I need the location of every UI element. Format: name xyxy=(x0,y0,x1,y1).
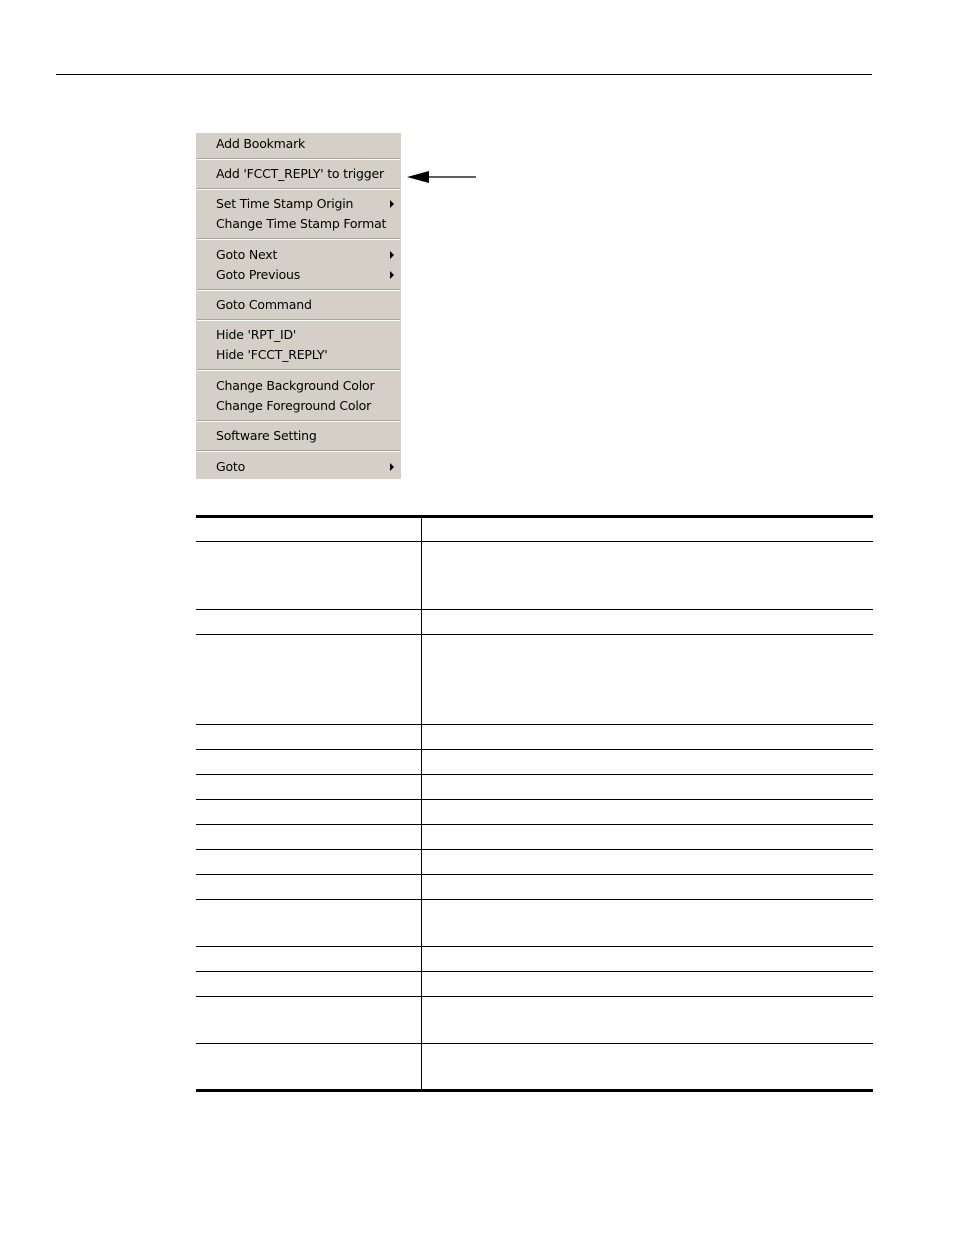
menu-item-label: Software Setting xyxy=(216,428,317,443)
menu-item-goto[interactable] xyxy=(196,457,401,477)
menu-item-label: Change Foreground Color xyxy=(216,398,372,413)
table-cell xyxy=(422,972,873,996)
menu-item-hide-fcct-reply[interactable] xyxy=(196,345,401,365)
table-cell xyxy=(196,850,421,874)
submenu-arrow-icon xyxy=(390,200,394,208)
menu-separator xyxy=(197,319,400,321)
table-cell xyxy=(196,875,421,899)
context-menu xyxy=(196,133,401,479)
table-cell xyxy=(196,610,421,634)
menu-separator xyxy=(197,238,400,240)
table-cell xyxy=(196,775,421,799)
menu-separator xyxy=(197,450,400,452)
menu-item-label: Hide 'FCCT_REPLY' xyxy=(216,347,328,362)
table-cell xyxy=(196,947,421,971)
table-row xyxy=(196,900,873,946)
menu-item-goto-next[interactable] xyxy=(196,245,401,265)
table-cell xyxy=(196,1044,421,1089)
reference-table xyxy=(196,515,873,1092)
table-cell xyxy=(196,900,421,946)
menu-item-label: Goto Previous xyxy=(216,267,301,282)
table-cell xyxy=(422,800,873,824)
page-header-rule xyxy=(56,74,872,75)
table-cell xyxy=(422,850,873,874)
menu-item-change-background-color[interactable] xyxy=(196,376,401,396)
menu-separator xyxy=(197,188,400,190)
menu-item-label: Goto Next xyxy=(216,247,278,262)
table-row xyxy=(196,850,873,874)
table-cell xyxy=(422,610,873,634)
table-row xyxy=(196,750,873,774)
menu-item-add-bookmark[interactable] xyxy=(196,134,401,154)
table-row xyxy=(196,972,873,996)
menu-item-hide-rpt-id[interactable] xyxy=(196,325,401,345)
table-row xyxy=(196,1044,873,1089)
table-row xyxy=(196,997,873,1043)
menu-item-label: Goto Command xyxy=(216,297,312,312)
menu-item-software-setting[interactable] xyxy=(196,426,401,446)
table-header-cell xyxy=(196,518,421,541)
left-arrow-icon xyxy=(405,167,477,187)
table-cell xyxy=(422,825,873,849)
table-cell xyxy=(422,775,873,799)
table-cell xyxy=(422,947,873,971)
table-header-row xyxy=(196,518,873,541)
table-cell xyxy=(422,1044,873,1089)
table-row xyxy=(196,825,873,849)
menu-item-add-to-trigger[interactable] xyxy=(196,164,401,184)
table-cell xyxy=(422,725,873,749)
table-cell xyxy=(196,997,421,1043)
table-cell xyxy=(196,725,421,749)
table-row xyxy=(196,542,873,609)
table-row xyxy=(196,610,873,634)
menu-item-change-foreground-color[interactable] xyxy=(196,396,401,416)
menu-item-label: Add 'FCCT_REPLY' to trigger xyxy=(216,166,384,181)
submenu-arrow-icon xyxy=(390,271,394,279)
menu-item-label: Set Time Stamp Origin xyxy=(216,196,354,211)
table-cell xyxy=(422,635,873,724)
menu-item-label: Goto xyxy=(216,459,246,474)
menu-item-label: Hide 'RPT_ID' xyxy=(216,327,297,342)
table-row xyxy=(196,775,873,799)
table-cell xyxy=(196,542,421,609)
table-row xyxy=(196,800,873,824)
table-cell xyxy=(196,800,421,824)
table-cell xyxy=(422,542,873,609)
menu-item-goto-previous[interactable] xyxy=(196,265,401,285)
table-header-cell xyxy=(422,518,873,541)
table-cell xyxy=(422,875,873,899)
menu-separator xyxy=(197,289,400,291)
table-bottom-rule xyxy=(196,1089,873,1092)
menu-item-set-time-stamp-origin[interactable] xyxy=(196,194,401,214)
table-cell xyxy=(422,900,873,946)
menu-item-change-time-stamp-format[interactable] xyxy=(196,214,401,234)
table-cell xyxy=(196,750,421,774)
menu-item-label: Add Bookmark xyxy=(216,136,306,151)
submenu-arrow-icon xyxy=(390,463,394,471)
menu-item-label: Change Time Stamp Format xyxy=(216,216,387,231)
table-row xyxy=(196,725,873,749)
menu-separator xyxy=(197,158,400,160)
menu-separator xyxy=(197,420,400,422)
menu-item-goto-command[interactable] xyxy=(196,295,401,315)
menu-separator xyxy=(197,369,400,371)
menu-item-label: Change Background Color xyxy=(216,378,375,393)
table-row xyxy=(196,875,873,899)
table-cell xyxy=(422,997,873,1043)
table-cell xyxy=(196,635,421,724)
table-cell xyxy=(422,750,873,774)
submenu-arrow-icon xyxy=(390,251,394,259)
table-row xyxy=(196,635,873,724)
table-row xyxy=(196,947,873,971)
table-cell xyxy=(196,972,421,996)
table-cell xyxy=(196,825,421,849)
